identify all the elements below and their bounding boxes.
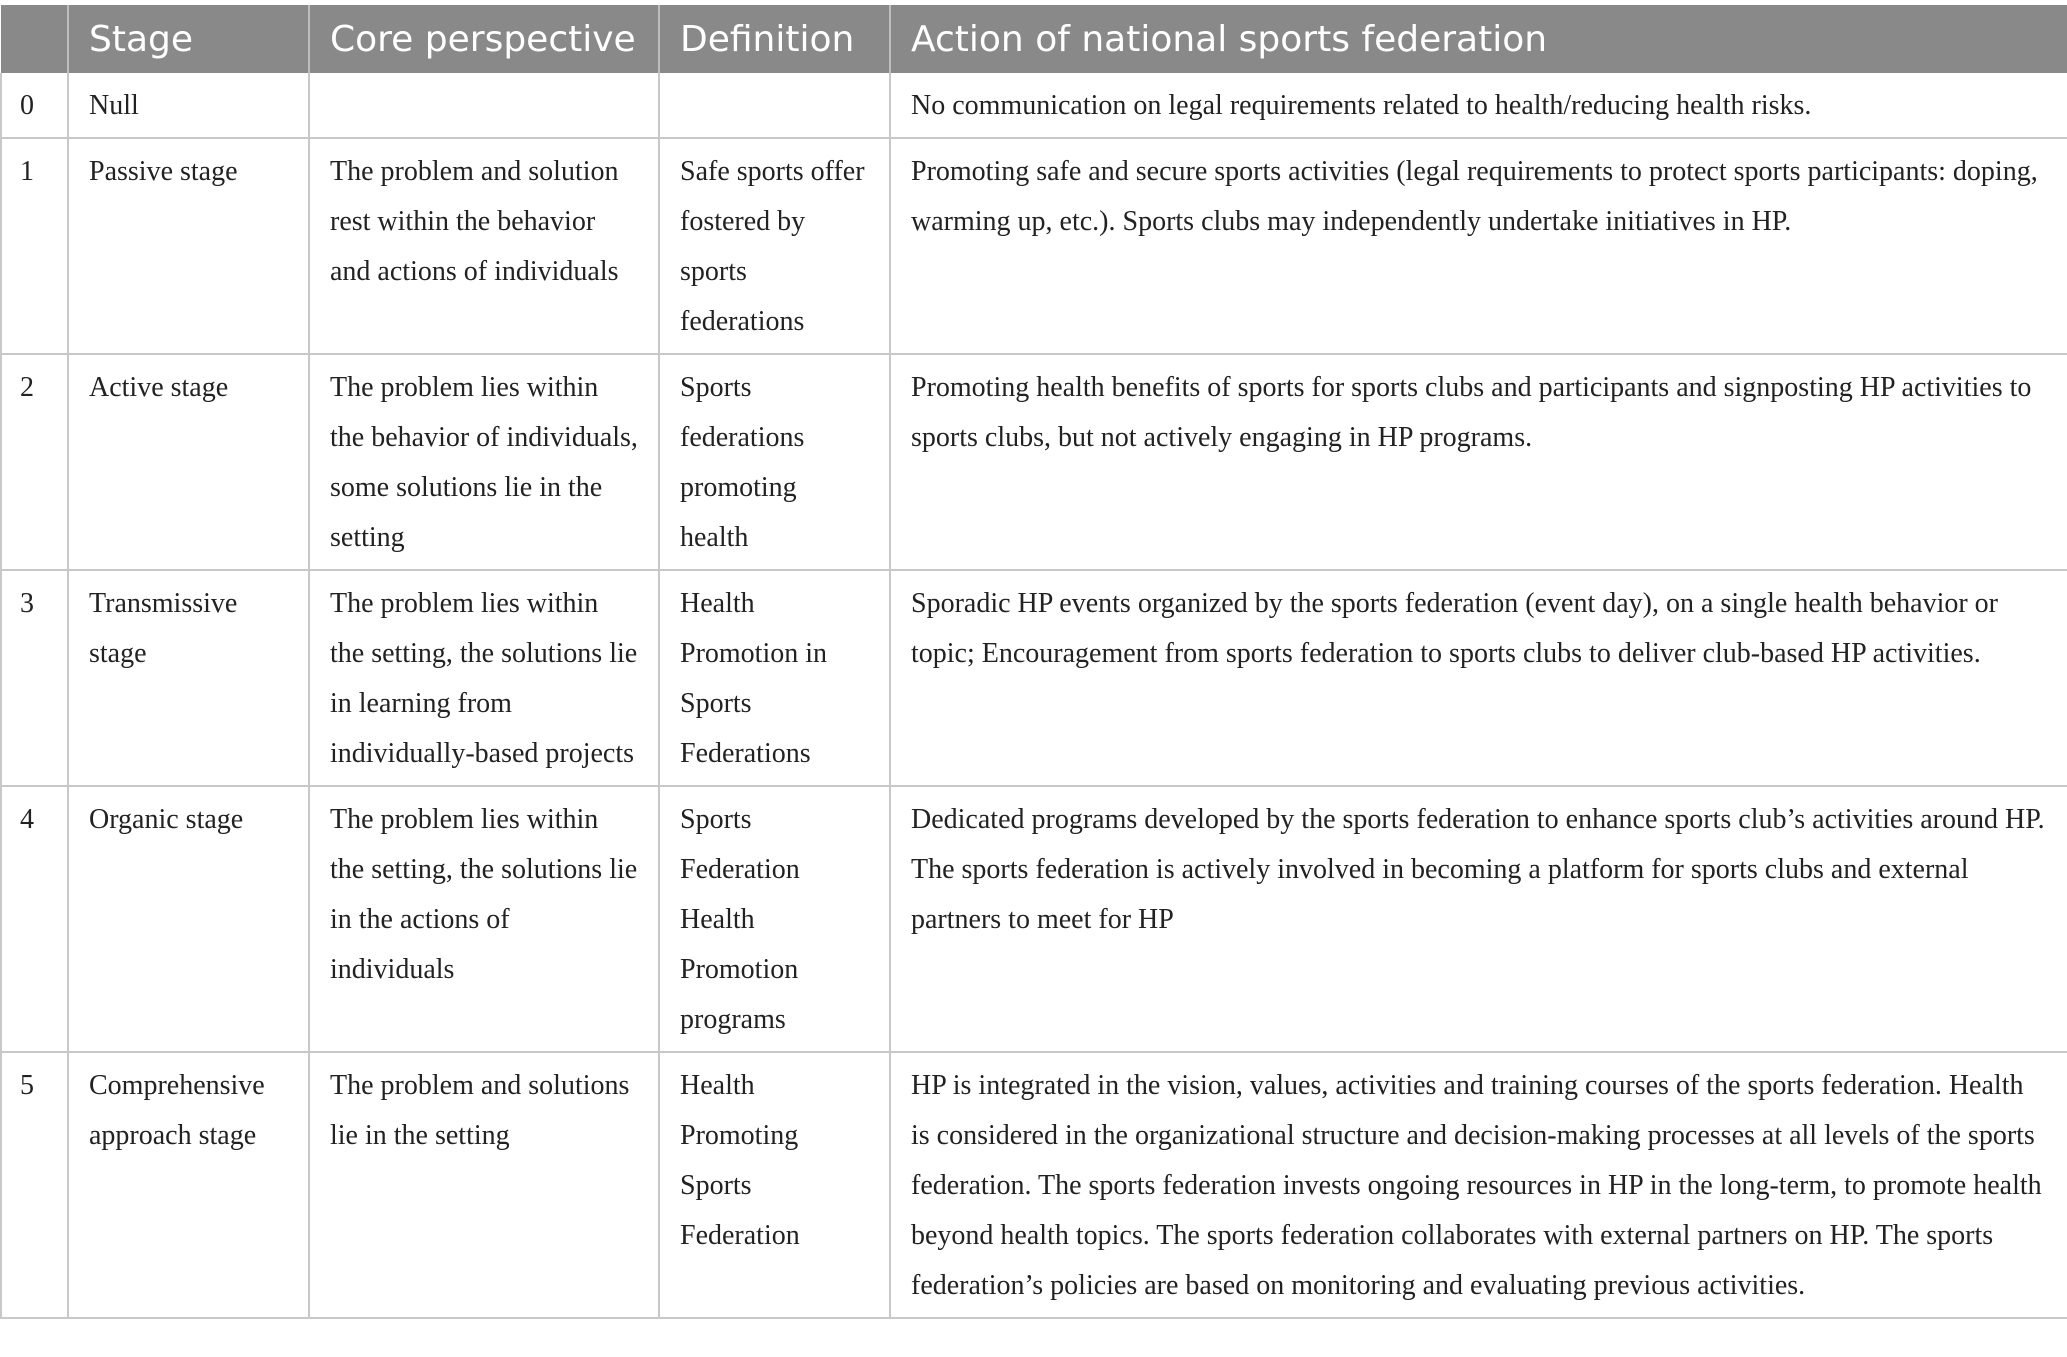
table-row <box>1 354 2067 570</box>
cell-number: 2 <box>1 354 68 570</box>
table-row <box>1 570 2067 786</box>
table-row <box>1 1052 2067 1318</box>
cell-definition: Safe sports offer fostered by sports federations <box>659 138 890 354</box>
cell-action: No communication on legal requirements related to health/reducing health risks. <box>890 73 2067 138</box>
cell-definition: Sports federations promoting health <box>659 354 890 570</box>
table-header <box>1 5 2067 73</box>
cell-action: Promoting safe and secure sports activities (legal requirements to protect sports participants: doping, warming up, etc.). Sports clubs may independently undertake initiatives in HP. <box>890 138 2067 354</box>
cell-stage: Organic stage <box>68 786 309 1052</box>
cell-definition <box>659 73 890 138</box>
cell-number: 5 <box>1 1052 68 1318</box>
cell-action: Dedicated programs developed by the sports federation to enhance sports club’s activities around HP. The sports federation is actively involved in becoming a platform for sports clubs and external partners to meet for HP <box>890 786 2067 1052</box>
table-row <box>1 138 2067 354</box>
header-action: Action of national sports federation <box>890 5 2067 73</box>
cell-stage: Null <box>68 73 309 138</box>
cell-action: Sporadic HP events organized by the sports federation (event day), on a single health behavior or topic; Encouragement from sports federation to sports clubs to deliver club-based HP activities. <box>890 570 2067 786</box>
cell-action: HP is integrated in the vision, values, activities and training courses of the sports federation. Health is considered in the organizational structure and decision-making processes at all levels of the sports federation. The sports federation invests ongoing resources in HP in the long-term, to promote health beyond health topics. The sports federation collaborates with external partners on HP. The sports federation’s policies are based on monitoring and evaluating previous activities. <box>890 1052 2067 1318</box>
cell-number: 0 <box>1 73 68 138</box>
cell-definition: Health Promoting Sports Federation <box>659 1052 890 1318</box>
header-row <box>1 5 2067 73</box>
cell-action: Promoting health benefits of sports for sports clubs and participants and signposting HP activities to sports clubs, but not actively engaging in HP programs. <box>890 354 2067 570</box>
cell-stage: Transmissive stage <box>68 570 309 786</box>
cell-stage: Passive stage <box>68 138 309 354</box>
stages-table <box>0 5 2067 1319</box>
cell-stage: Comprehensive approach stage <box>68 1052 309 1318</box>
header-stage: Stage <box>68 5 309 73</box>
header-definition: Definition <box>659 5 890 73</box>
cell-core-perspective: The problem lies within the setting, the solutions lie in learning from individually-based projects <box>309 570 659 786</box>
cell-core-perspective <box>309 73 659 138</box>
cell-number: 3 <box>1 570 68 786</box>
header-number <box>1 5 68 73</box>
cell-definition: Health Promotion in Sports Federations <box>659 570 890 786</box>
header-core-perspective: Core perspective <box>309 5 659 73</box>
cell-number: 4 <box>1 786 68 1052</box>
stages-table-container <box>0 5 2067 1319</box>
cell-core-perspective: The problem and solutions lie in the setting <box>309 1052 659 1318</box>
table-row <box>1 786 2067 1052</box>
cell-core-perspective: The problem and solution rest within the behavior and actions of individuals <box>309 138 659 354</box>
cell-number: 1 <box>1 138 68 354</box>
cell-stage: Active stage <box>68 354 309 570</box>
cell-core-perspective: The problem lies within the behavior of individuals, some solutions lie in the setting <box>309 354 659 570</box>
table-row <box>1 73 2067 138</box>
cell-core-perspective: The problem lies within the setting, the solutions lie in the actions of individuals <box>309 786 659 1052</box>
cell-definition: Sports Federation Health Promotion programs <box>659 786 890 1052</box>
table-body <box>1 73 2067 1318</box>
